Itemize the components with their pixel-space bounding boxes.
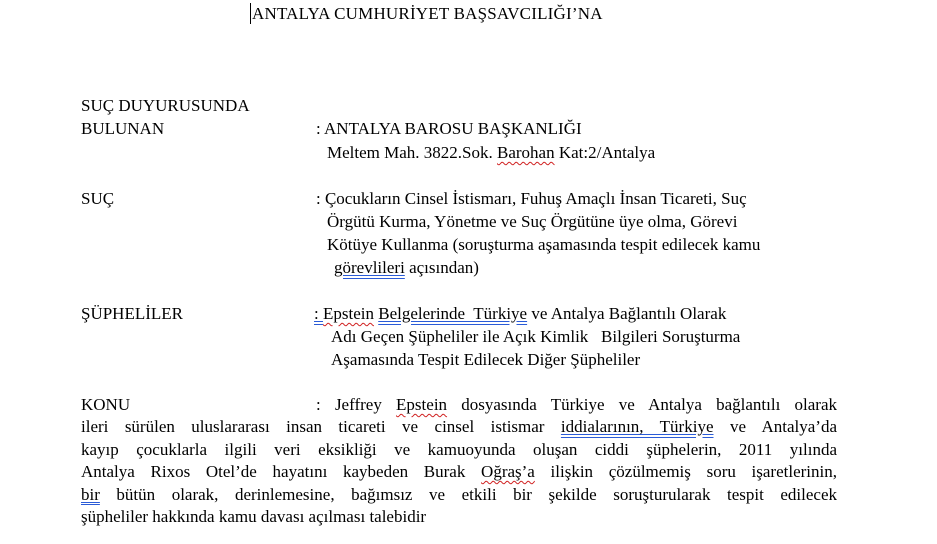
subject-text: ileri sürülen uluslararası insan ticareti ve cinsel istismar (81, 417, 561, 437)
subject-text: ilişkin çözülmemiş soru işaretlerinin, (534, 462, 837, 482)
grammar-mark-gorevlileri: görevlileri (334, 258, 405, 277)
grammar-mark-iddialarinin: iddialarının, Türkiye (560, 417, 714, 437)
subject-text: ve Antalya’da (713, 417, 838, 437)
address-part: Meltem Mah. 3822.Sok. (327, 143, 497, 162)
spell-error-barohan: Barohan (497, 143, 555, 162)
grammar-mark-belgelerinde: Belgelerinde Türkiye (378, 304, 528, 323)
suspects-line3: Aşamasında Tespit Edilecek Diğer Şüpheliler (331, 350, 641, 369)
document-title: ANTALYA CUMHURİYET BAŞSAVCILIĞI’NA (252, 4, 603, 23)
subject-line6: şüpheliler hakkında kamu davası açılması talebidir (81, 507, 427, 527)
subject-text: : Jeffrey (316, 395, 397, 414)
spell-error-epstein: Epstein (322, 304, 374, 323)
crime-line2: Örgütü Kurma, Yönetme ve Suç Örgütüne üye olma, Görevi (327, 212, 738, 231)
subject-text: dosyasında Türkiye ve Antalya bağlantılı olarak (447, 395, 838, 414)
denunciant-label-line2: BULUNAN (81, 119, 165, 138)
suspects-label: ŞÜPHELİLER (81, 304, 183, 323)
label-column (81, 394, 316, 416)
address-part: Kat:2/Antalya (554, 143, 656, 162)
denunciant-label-line1: SUÇ DUYURUSUNDA (81, 96, 250, 115)
text-cursor (250, 3, 251, 24)
crime-line1: : Çocukların Cinsel İstismarı, Fuhuş Amaçlı İnsan Ticareti, Suç (316, 189, 747, 208)
subject-line1 (81, 394, 837, 416)
spell-error-epstein-2: Epstein (396, 395, 448, 414)
subject-line3: kayıp çocuklarla ilgili veri eksikliği ve kamuoyunda oluşan ciddi şüphelerin, 2011 yılında (81, 439, 837, 459)
subject-line5 (81, 484, 837, 506)
subject-paragraph (81, 394, 837, 528)
subject-line2 (81, 416, 837, 438)
subject-text: bütün olarak, derinlemesine, bağımsız ve etkili bir şekilde soruşturularak tespit edilecek (99, 484, 837, 504)
subject-label: KONU (81, 395, 131, 414)
suspects-colon: : (314, 304, 323, 323)
subject-text: Antalya Rixos Otel’de hayatını kaybeden Burak (81, 462, 482, 482)
grammar-mark-bir: bir (81, 484, 100, 504)
suspects-line1-rest: ve Antalya Bağlantılı Olarak (527, 304, 727, 323)
denunciant-address (327, 143, 655, 163)
spell-error-ograsa: Oğraş’a (481, 462, 535, 482)
crime-label: SUÇ (81, 189, 115, 208)
subject-line4 (81, 461, 837, 483)
suspects-line1 (314, 304, 726, 324)
denunciant-value: : ANTALYA BAROSU BAŞKANLIĞI (316, 119, 582, 138)
crime-line4 (334, 258, 479, 278)
crime-line4-rest: açısından) (404, 258, 479, 277)
suspects-line2: Adı Geçen Şüpheliler ile Açık Kimlik Bilgileri Soruşturma (331, 327, 741, 346)
crime-line3: Kötüye Kullanma (soruşturma aşamasında tespit edilecek kamu (327, 235, 761, 254)
